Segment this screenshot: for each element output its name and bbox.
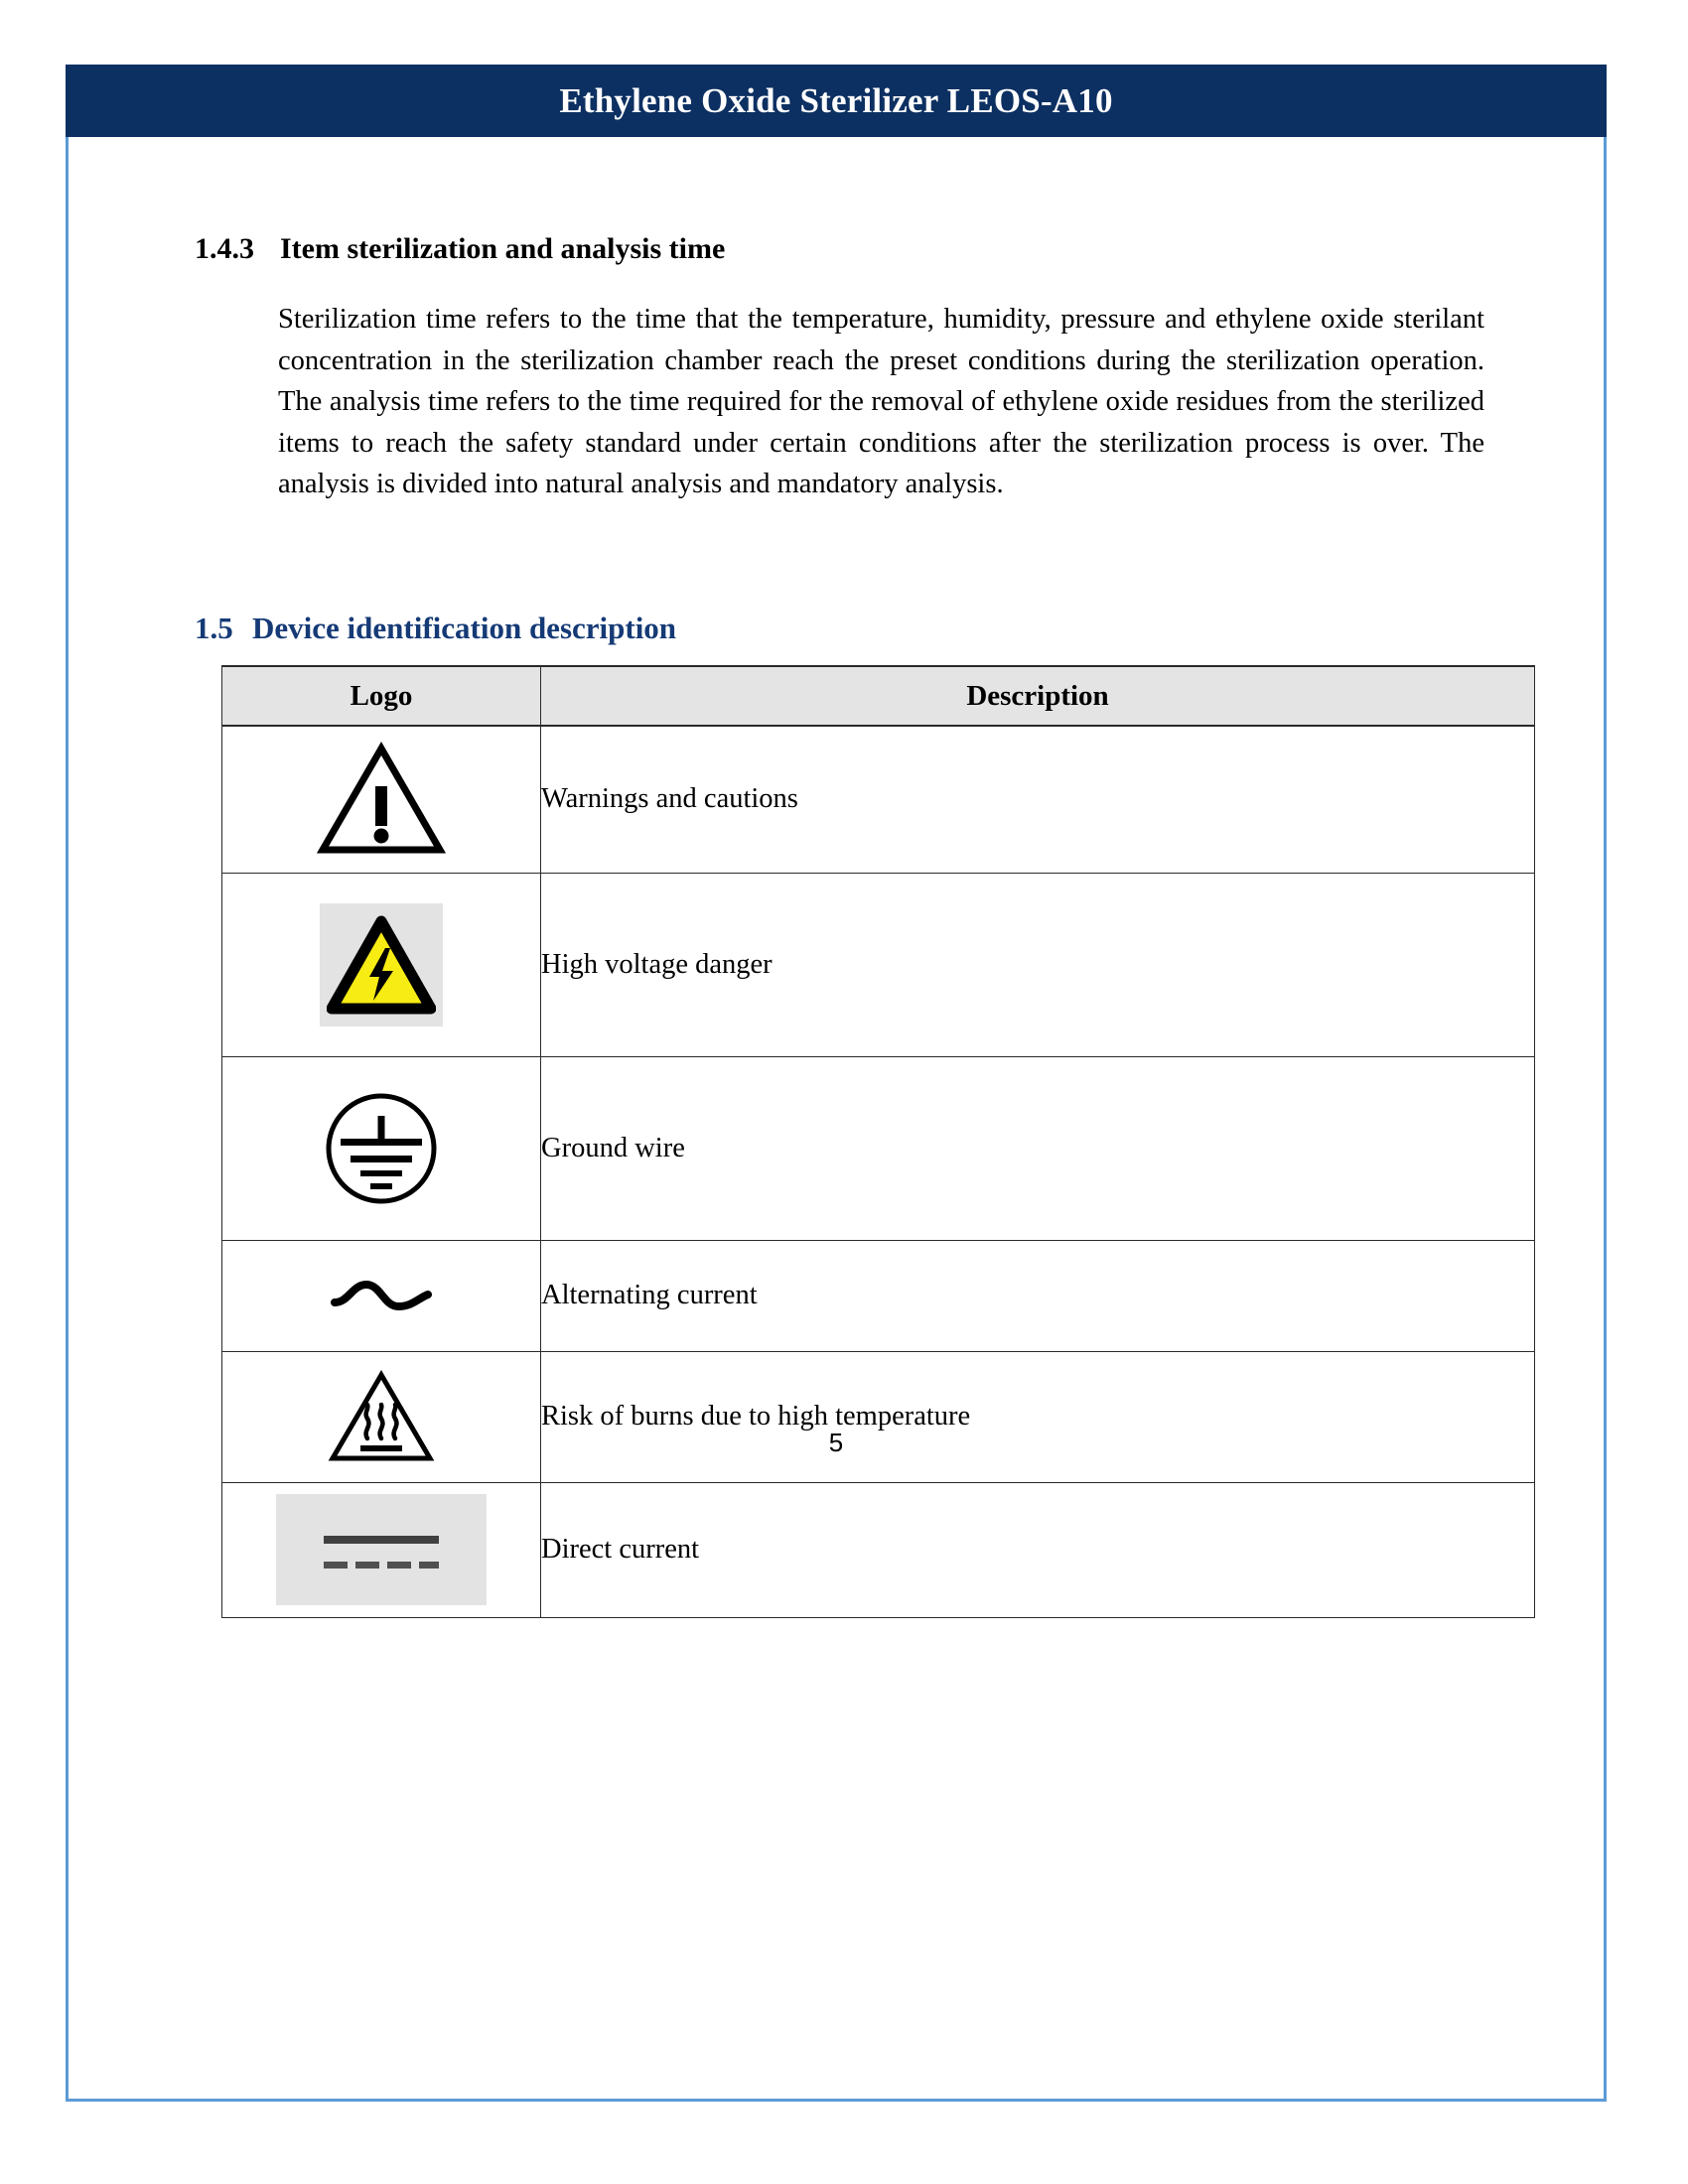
description-cell: Ground wire [541,1056,1535,1240]
page-number: 5 [828,1428,844,1457]
heading-1-4-3 [195,232,1485,266]
heading-1-4-3-number: 1.4.3 [195,232,254,265]
description-cell: Warnings and cautions [541,726,1535,873]
logo-cell [222,1351,541,1482]
description-cell: Alternating current [541,1240,1535,1351]
document-header-banner [66,65,1607,137]
description-cell: Direct current [541,1482,1535,1617]
logo-cell [222,873,541,1056]
logo-cell [222,726,541,873]
heading-1-5 [195,611,1485,646]
logo-cell [222,1056,541,1240]
table-row [222,726,1535,873]
document-title: Ethylene Oxide Sterilizer LEOS-A10 [559,80,1113,120]
heading-1-5-number: 1.5 [195,611,233,645]
alternating-current-icon [222,1273,540,1318]
direct-current-icon [276,1494,487,1605]
table-row [222,1056,1535,1240]
table-row [222,1240,1535,1351]
logo-cell [222,1240,541,1351]
description-cell: High voltage danger [541,873,1535,1056]
column-header-description: Description [541,666,1535,726]
logo-cell [222,1482,541,1617]
table-row [222,1351,1535,1482]
high-voltage-icon [320,903,443,1026]
warning-triangle-icon [222,742,540,857]
table-row [222,1482,1535,1617]
heading-1-4-3-title: Item sterilization and analysis time [280,232,726,265]
page-content [66,137,1607,2102]
column-header-logo: Logo [222,666,541,726]
table-row [222,873,1535,1056]
heading-1-5-title: Device identification description [252,611,677,645]
device-identification-table [221,665,1535,1618]
section-1-4-3-paragraph: Sterilization time refers to the time that the temperature, humidity, pressure and ethylene oxide sterilant concentration in the sterilization chamber reach the preset conditions during the sterilization operation. The analysis time refers to the time required for the removal of ethylene oxide residues from the sterilized items to reach the safety standard under certain conditions after the sterilization process is over. The analysis is divided into natural analysis and mandatory analysis. [278,304,1484,499]
table-header-row [222,666,1535,726]
protective-earth-ground-icon [222,1090,540,1207]
description-cell: Risk of burns due to high temperature [541,1351,1535,1482]
